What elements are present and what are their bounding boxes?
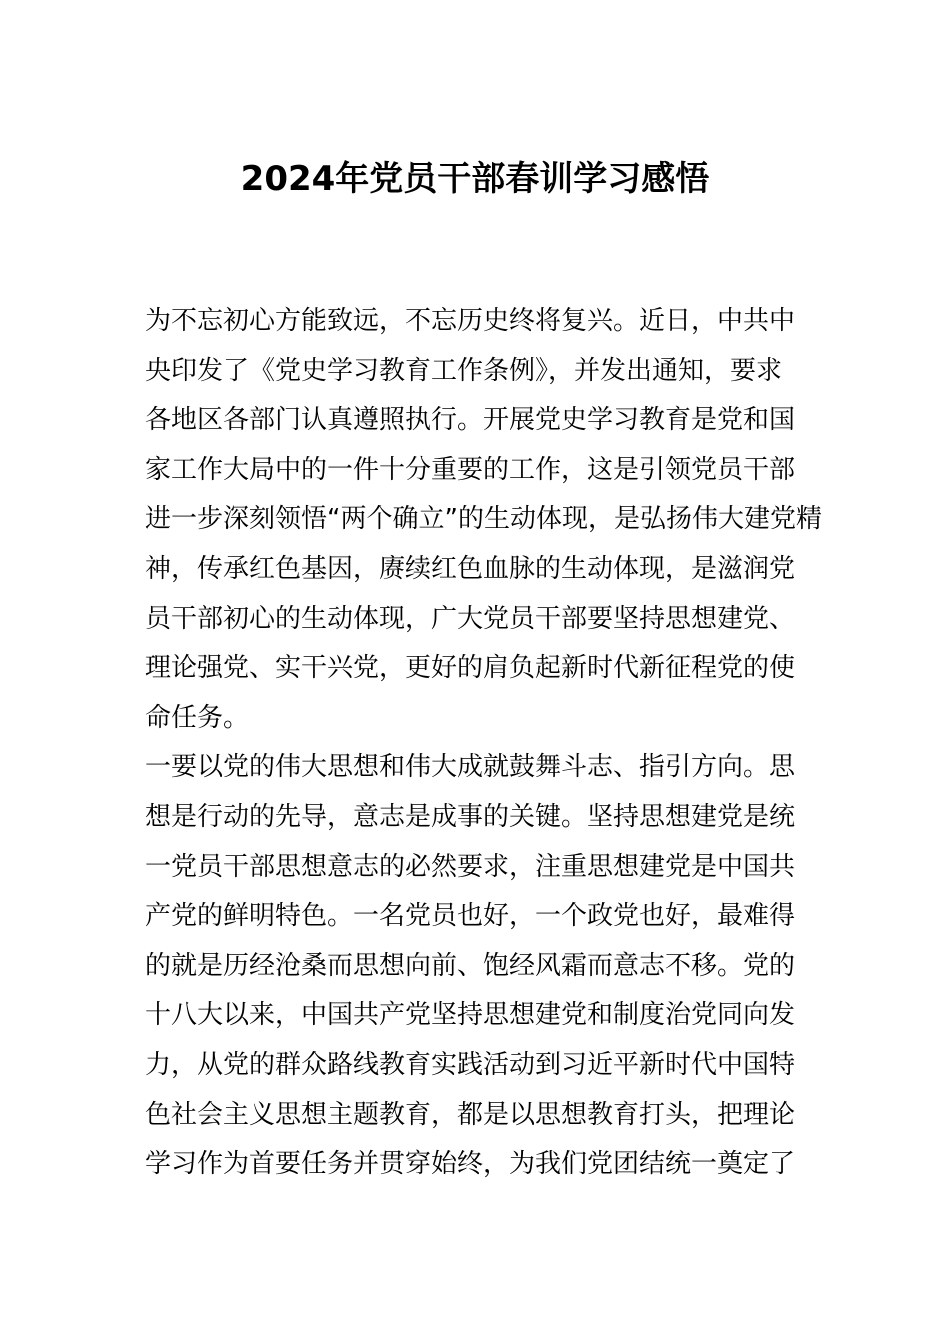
- body-line: 产党的鲜明特色。一名党员也好，一个政党也好，最难得: [145, 901, 796, 932]
- body-line: 学习作为首要任务并贯穿始终，为我们党团结统一奠定了: [145, 1149, 796, 1180]
- body-line: 一要以党的伟大思想和伟大成就鼓舞斗志、指引方向。思: [145, 752, 796, 783]
- body-line: 的就是历经沧桑而思想向前、饱经风霜而意志不移。党的: [145, 950, 796, 981]
- body-line: 神，传承红色基因，赓续红色血脉的生动体现，是滋润党: [145, 553, 796, 584]
- body-line: 员干部初心的生动体现，广大党员干部要坚持思想建党、: [145, 603, 796, 634]
- body-line: 家工作大局中的一件十分重要的工作，这是引领党员干部: [145, 454, 796, 485]
- body-line: 为不忘初心方能致远，不忘历史终将复兴。近日，中共中: [145, 306, 796, 336]
- body-line: 理论强党、实干兴党，更好的肩负起新时代新征程党的使: [145, 653, 796, 684]
- body-line: 进一步深刻领悟“两个确立”的生动体现，是弘扬伟大建党精: [145, 504, 822, 535]
- body-line: 命任务。: [145, 702, 250, 733]
- body-line: 十八大以来，中国共产党坚持思想建党和制度治党同向发: [145, 1000, 796, 1031]
- document-body: [145, 297, 822, 1190]
- body-line: 力，从党的群众路线教育实践活动到习近平新时代中国特: [145, 1049, 796, 1080]
- body-line: 各地区各部门认真遵照执行。开展党史学习教育是党和国: [145, 405, 796, 436]
- body-line: 色社会主义思想主题教育，都是以思想教育打头，把理论: [145, 1099, 796, 1130]
- body-line: 想是行动的先导，意志是成事的关键。坚持思想建党是统: [145, 801, 796, 832]
- document-title: 2024年党员干部春训学习感悟: [240, 159, 710, 199]
- body-line: 央印发了《党史学习教育工作条例》，并发出通知，要求: [145, 355, 783, 386]
- body-line: 一党员干部思想意志的必然要求，注重思想建党是中国共: [145, 851, 796, 882]
